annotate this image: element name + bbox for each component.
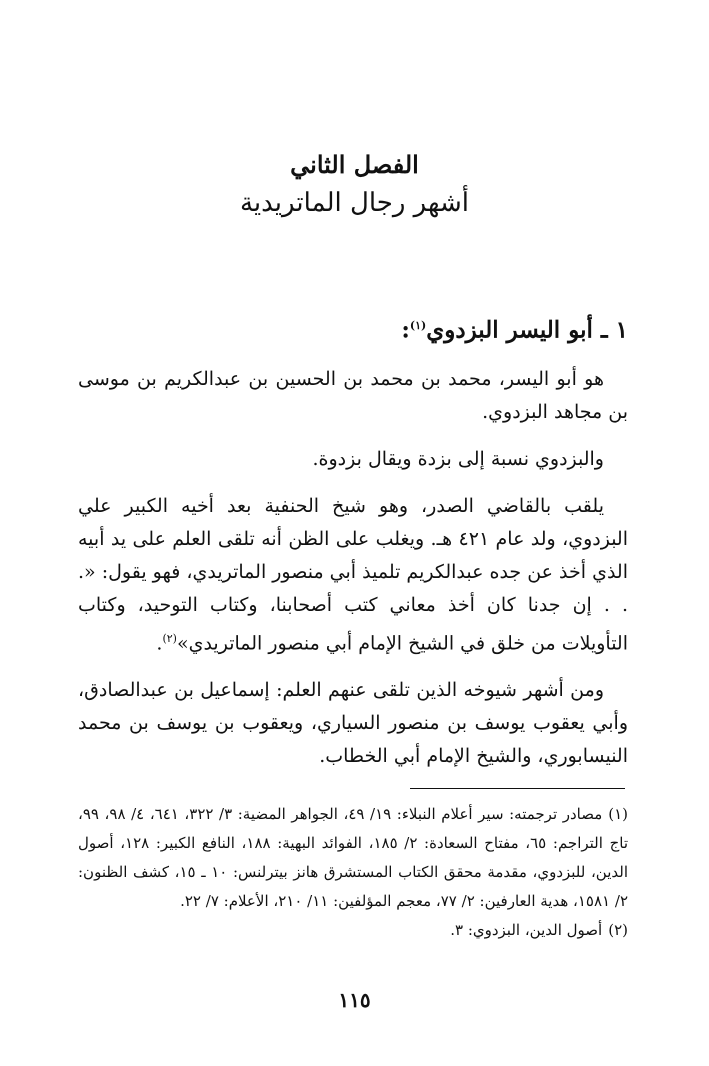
footnote-2-text: أصول الدين، البزدوي: ٣. bbox=[450, 921, 603, 939]
footnote-2 bbox=[78, 916, 628, 945]
page-number: ١١٥ bbox=[338, 988, 371, 1012]
footnote-1-text: مصادر ترجمته: سير أعلام النبلاء: ١٩/ ٤٩، الجواهر المضية: ٣/ ٣٢٢، ٦٤١، ٤/ ٩٨، ٩٩، تاج التراجم: ٦٥، مفتاح السعادة: ٢/ ١٨٥، الفوائد البهية: ١٨٨، النافع الكبير: ١٢٨، أصول الدين، للبزدوي، مقدمة محقق الكتاب المستشرق هانز بيترلنس: ١٠ ـ ١٥، كشف الظنون: ٢/ ١٥٨١، هدية العارفين: ٢/ ٧٧، معجم المؤلفين: ١١/ ٢١٠، الأعلام: ٧/ ٢٢. bbox=[78, 805, 628, 910]
section-heading bbox=[78, 308, 628, 349]
paragraph-3-text: يلقب بالقاضي الصدر، وهو شيخ الحنفية بعد أخيه الكبير علي البزدوي، ولد عام ٤٢١ هـ. ويغلب على الظن أنه تلقى العلم على يد أبيه الذي أخذ عن جده عبدالكريم تلميذ أبي منصور الماتريدي، فهو يقول: «. . . إن جدنا كان أخذ معاني كتب أصحابنا، وكتاب التوحيد، وكتاب التأويلات من خلق في الشيخ الإمام أبي منصور الماتريدي» bbox=[77, 494, 629, 654]
paragraph-3-end: . bbox=[156, 631, 163, 654]
paragraph-4: ومن أشهر شيوخه الذين تلقى عنهم العلم: إسماعيل بن عبدالصادق، وأبي يعقوب يوسف بن منصور السياري، ويعقوب بن يوسف بن محمد النيسابوري، والشيخ الإمام أبي الخطاب. bbox=[78, 678, 628, 767]
section-heading-colon: : bbox=[401, 316, 410, 344]
footnote-ref-2: (٢) bbox=[162, 631, 177, 645]
section-heading-text: ١ ـ أبو اليسر البزدوي bbox=[426, 316, 628, 344]
paragraph-1: هو أبو اليسر، محمد بن محمد بن الحسين بن عبدالكريم بن موسى بن مجاهد البزدوي. bbox=[78, 367, 628, 423]
main-text bbox=[78, 300, 628, 787]
chapter-label: الفصل الثاني bbox=[290, 150, 419, 179]
footnotes bbox=[78, 800, 628, 945]
chapter-title: أشهر رجال الماتريدية bbox=[239, 188, 470, 218]
footnote-1-number: (١) bbox=[608, 805, 629, 823]
paragraph-3 bbox=[78, 490, 628, 660]
footnote-2-number: (٢) bbox=[608, 921, 628, 939]
footnote-divider bbox=[410, 788, 625, 789]
footnote-ref-1: (١) bbox=[409, 319, 427, 332]
footnote-1 bbox=[78, 800, 628, 916]
paragraph-2: والبزدوي نسبة إلى بزدة ويقال بزدوة. bbox=[312, 447, 604, 470]
